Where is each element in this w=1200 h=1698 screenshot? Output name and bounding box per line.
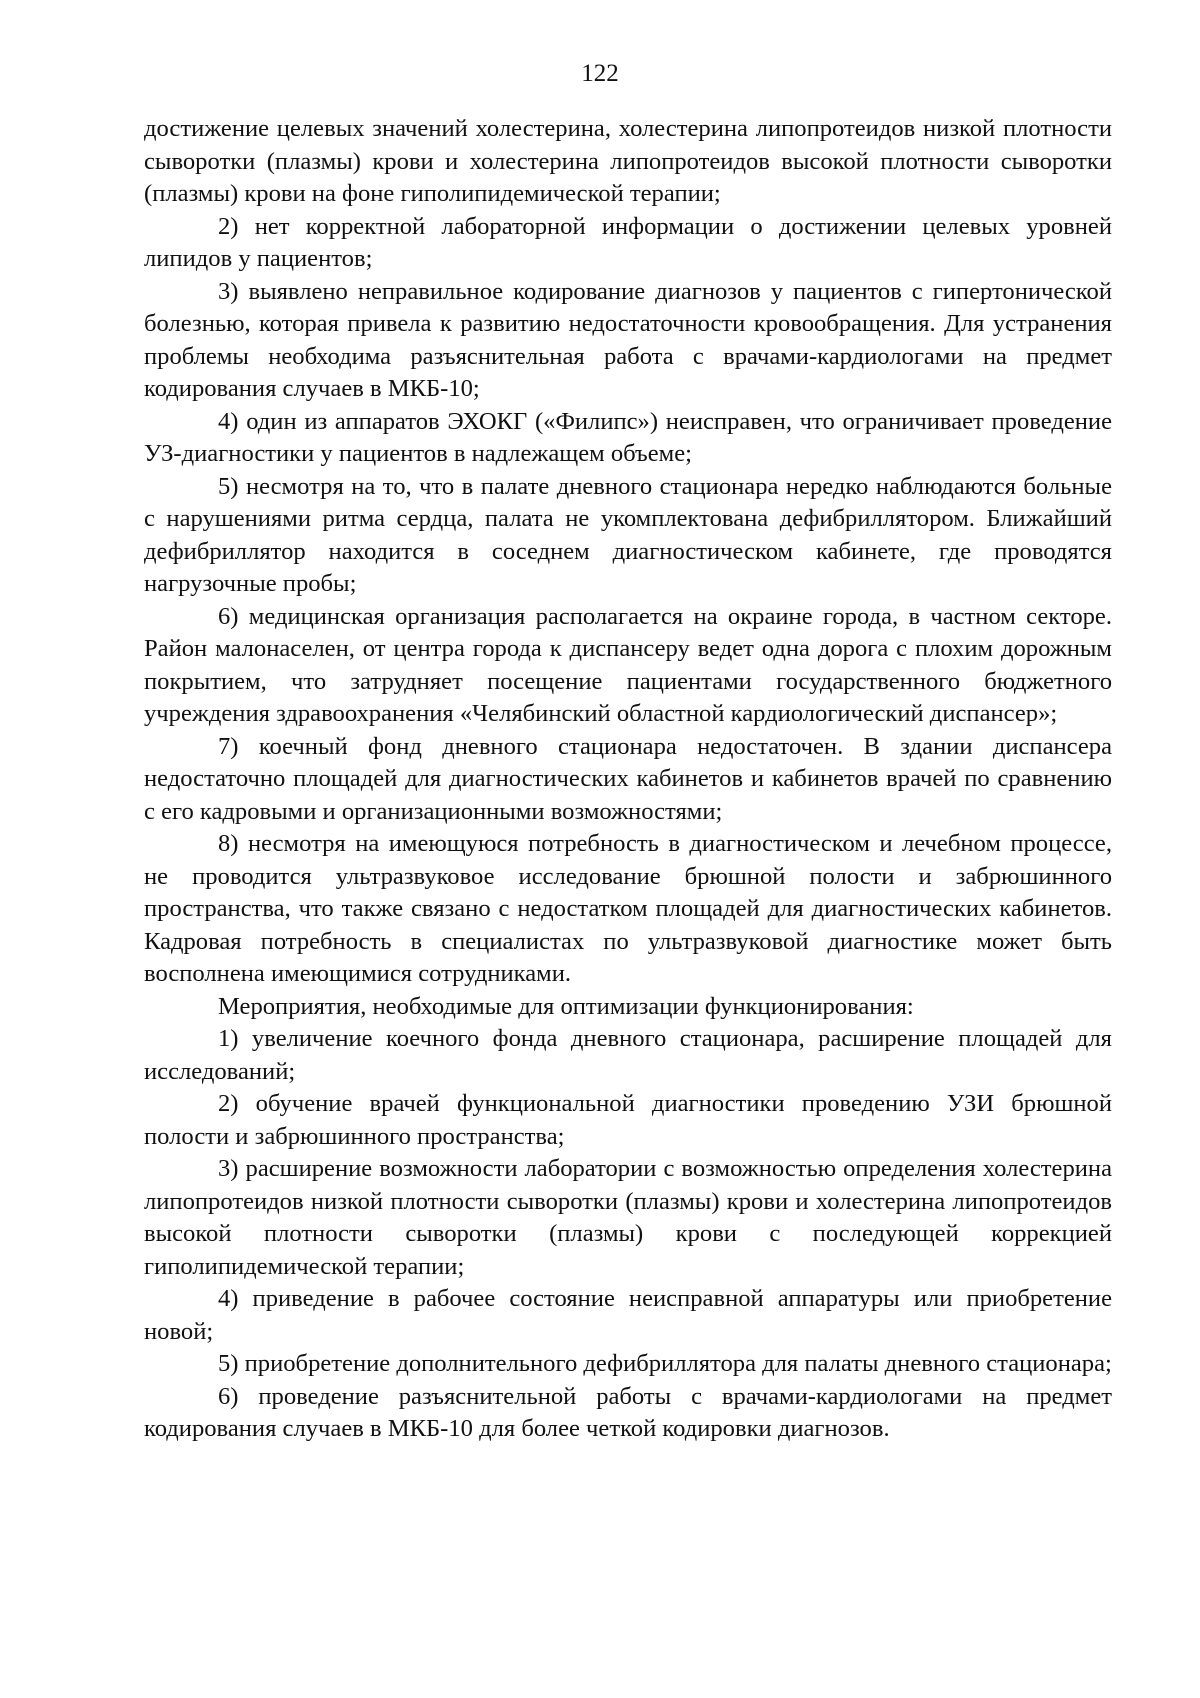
paragraph-measure-5: 5) приобретение дополнительного дефибриллятора для палаты дневного стационара; xyxy=(218,1350,1112,1377)
paragraph-issue-4: 4) один из аппаратов ЭХОКГ («Филипс») неисправен, что ограничивает проведение УЗ-диагностики у пациентов в надлежащем объеме; xyxy=(144,407,1112,467)
paragraph-issue-8: 8) несмотря на имеющуюся потребность в диагностическом и лечебном процессе, не проводится ультразвуковое исследование брюшной полости и забрюшинного пространства, что также связано с недостатком площадей для диагностических кабинетов. Кадровая потребность в специалистах по ультразвуковой диагностике может быть восполнена имеющимися сотрудниками. xyxy=(144,830,1112,987)
paragraph-measure-2: 2) обучение врачей функциональной диагностики проведению УЗИ брюшной полости и забрюшинного пространства; xyxy=(144,1090,1112,1150)
paragraph-measure-4: 4) приведение в рабочее состояние неисправной аппаратуры или приобретение новой; xyxy=(144,1285,1112,1345)
paragraph-issue-7: 7) коечный фонд дневного стационара недостаточен. В здании диспансера недостаточно площадей для диагностических кабинетов и кабинетов врачей по сравнению с его кадровыми и организационными возможностями; xyxy=(144,732,1112,825)
paragraph-measure-1: 1) увеличение коечного фонда дневного стационара, расширение площадей для исследований; xyxy=(144,1025,1112,1085)
document-body xyxy=(144,113,1112,1446)
paragraph-measure-6: 6) проведение разъяснительной работы с врачами-кардиологами на предмет кодирования случаев в МКБ-10 для более четкой кодировки диагнозов. xyxy=(144,1382,1112,1442)
paragraph-continuation: достижение целевых значений холестерина, холестерина липопротеидов низкой плотности сыворотки (плазмы) крови и холестерина липопротеидов высокой плотности сыворотки (плазмы) крови на фоне гиполипидемической терапии; xyxy=(144,115,1112,207)
paragraph-issue-5: 5) несмотря на то, что в палате дневного стационара нередко наблюдаются больные с нарушениями ритма сердца, палата не укомплектована дефибриллятором. Ближайший дефибриллятор находится в соседнем диагностическом кабинете, где проводятся нагрузочные пробы; xyxy=(144,472,1112,597)
paragraph-issue-2: 2) нет корректной лабораторной информации о достижении целевых уровней липидов у пациентов; xyxy=(144,212,1112,272)
paragraph-measure-3: 3) расширение возможности лаборатории с возможностью определения холестерина липопротеидов низкой плотности сыворотки (плазмы) крови и холестерина липопротеидов высокой плотности сыворотки (плазмы) крови с последующей коррекцией гиполипидемической терапии; xyxy=(144,1155,1112,1280)
paragraph-issue-6: 6) медицинская организация располагается на окраине города, в частном секторе. Район малонаселен, от центра города к диспансеру ведет одна дорога с плохим дорожным покрытием, что затрудняет посещение пациентами государственного бюджетного учреждения здравоохранения «Челябинский областной кардиологический диспансер»; xyxy=(144,602,1112,727)
paragraph-issue-3: 3) выявлено неправильное кодирование диагнозов у пациентов с гипертонической болезнью, которая привела к развитию недостаточности кровообращения. Для устранения проблемы необходима разъяснительная работа с врачами-кардиологами на предмет кодирования случаев в МКБ-10; xyxy=(144,277,1112,402)
page-number: 122 xyxy=(581,60,619,87)
paragraph-measures-heading: Мероприятия, необходимые для оптимизации функционирования: xyxy=(218,992,914,1020)
